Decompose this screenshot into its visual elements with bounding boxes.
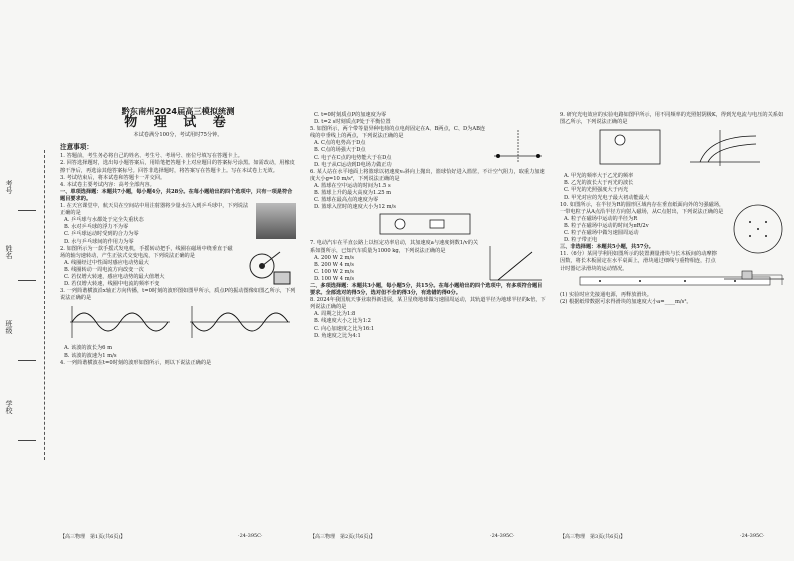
question-stem: 10. 如图所示，在半径为R的圆形区域内存在垂直纸面向外的匀强磁场，一带电粒子从A点沿半径方向射入磁场，从C点射出，下列说法正确的是 xyxy=(560,201,725,215)
option: B. 200 W 4 m/s xyxy=(314,261,354,268)
block-icon xyxy=(742,271,752,279)
binding-school-label: 学校 xyxy=(5,400,13,414)
photoelectric-figure xyxy=(560,126,788,170)
binding-class-label: 班级 xyxy=(5,320,13,334)
option: C. 甲光的光照强度大于丙光 xyxy=(564,187,629,194)
current-curve xyxy=(700,136,756,162)
option: B. 粒子在磁场中运动的时间为πR/2v xyxy=(564,222,649,229)
exam-title: 黔东南州2024届高三模拟统测 xyxy=(121,106,235,116)
question-stem: 1. 在天宫课堂中，航天员在空间站中用注射器将少量水注入到乒乓球中，下列说法正确的是 xyxy=(60,203,249,217)
graph-figure xyxy=(484,244,544,284)
field-dot xyxy=(757,228,759,230)
column-page-1 xyxy=(60,80,296,367)
wave-figures xyxy=(60,302,296,342)
tape-dot xyxy=(684,280,686,282)
option: C. 若仅增大转速，感应电动势的最大值增大 xyxy=(64,273,165,280)
option: C. 篮球在最高点的速度为零 xyxy=(314,197,379,204)
page-footer-right: ·24-395C· xyxy=(490,533,515,539)
tape-dot xyxy=(639,280,641,282)
current-curve xyxy=(708,144,756,162)
field-dot xyxy=(749,235,751,237)
meter-icon xyxy=(395,219,405,229)
generator-figure xyxy=(240,246,294,290)
question-stem: 9. 研究光电效应的实验电路如图甲所示，用不同频率的光照射阴极K，得到光电流与电压的关系如图乙所示，下列说法正确的是 xyxy=(560,112,784,126)
tape-dot xyxy=(599,280,601,282)
option: A. 200 W 2 m/s xyxy=(314,254,354,261)
option: C. t=0时刻质点P的加速度为零 xyxy=(314,112,387,118)
page-footer-right: ·24-395C· xyxy=(740,533,765,539)
field-dot xyxy=(749,221,751,223)
generator-body xyxy=(274,272,290,284)
option: D. 粒子带正电 xyxy=(564,237,598,244)
page-footer-right: ·24-395C· xyxy=(238,533,263,539)
circuit-loop xyxy=(380,214,470,234)
option: C. 向心加速度之比为16:1 xyxy=(314,325,375,332)
exam-info: 本试卷满分100分，考试用时75分钟。 xyxy=(133,132,223,139)
option: C. 乒乓球运动时受到的合力为零 xyxy=(64,231,139,238)
notice-item: 2. 回答选择题时，选出每小题答案后，用铅笔把答题卡上对应题目的答案标号涂黑。如需改动，用橡皮擦干净后，再选涂其他答案标号。回答非选择题时，将答案写在答题卡上。写在本试卷上无效。 xyxy=(60,160,295,174)
question-stem: 3. 一列简谐横波沿x轴正方向传播，t=0时刻的波形图如图甲所示，质点P的振动图像如图乙所示，下列说法正确的是 xyxy=(60,288,296,302)
question-stem: 5. 如图所示，两个带等量异种电荷的点电荷固定在A、B两点，C、D为AB连线的中垂线上的两点，下列说法正确的是 xyxy=(310,126,486,140)
section-heading: 三、非选择题：本题共5小题，共57分。 xyxy=(560,244,654,251)
charges-figure xyxy=(490,126,546,166)
cut-line xyxy=(44,150,45,460)
option: B. 线速度大小之比为1:2 xyxy=(314,318,371,325)
option: D. 电子从C运动到D电场力做正功 xyxy=(314,161,392,168)
charge-b xyxy=(536,154,540,158)
option: B. 水对乒乓球的浮力不为零 xyxy=(64,224,129,231)
binding-line xyxy=(18,440,36,441)
option: D. 若仅增大转速，线圈中电流的频率不变 xyxy=(64,281,160,288)
question-stem: 6. 某人站在水平地面上将篮球以初速度v₀斜向上抛出，篮球恰好进入篮筐，不计空气阻力，取重力加速度大小g=10 m/s²，下列说法正确的是 xyxy=(310,168,545,182)
exam-subject: 物 理 试 卷 xyxy=(124,115,232,131)
field-dot xyxy=(765,221,767,223)
option: C. 电子在C点的电势能大于在D点 xyxy=(314,154,392,161)
sub-question: (2) 根据纸带数据可求得滑块的加速度大小a=____m/s²。 xyxy=(560,298,692,305)
option: B. 该波的波速为1 m/s xyxy=(64,352,117,359)
option: A. 线圈经过中性面时感应电动势最大 xyxy=(64,259,149,266)
resistor-icon xyxy=(430,220,444,228)
option: A. 该波的波长为6 m xyxy=(64,345,113,352)
column-page-2 xyxy=(310,112,546,340)
option: B. C点的场强大于D点 xyxy=(314,147,366,154)
option: B. 乙光的波长大于丙光的波长 xyxy=(564,180,634,187)
page-footer-left: 【高三物理 第3页(共6页)】 xyxy=(560,534,626,540)
option: A. C点的电势高于D点 xyxy=(314,140,366,147)
magnetic-field-figure xyxy=(730,202,786,256)
question-stem: 7. 电动汽车在平直公路上以恒定功率启动，其加速度a与速度倒数1/v的关系如图所示，已知汽车质量为1000 kg，下列说法正确的是 xyxy=(310,240,479,254)
question-stem: 4. 一列简谐横波在t=0时刻的波形如图所示，则以下说法正确的是 xyxy=(60,359,212,366)
question-stem: 8. 2024年我国航天事业取得新进展，某卫星绕地球做匀速圆周运动，其轨道半径为地球半径的k倍，下列说法正确的是 xyxy=(310,297,546,311)
notice-item: 3. 考试结束后，将本试卷和答题卡一并交回。 xyxy=(60,174,166,181)
photo-figure xyxy=(256,203,296,239)
circuit-figure xyxy=(310,211,546,237)
circuit-loop xyxy=(600,130,660,164)
option: B. 篮球上升的最大高度为1.25 m xyxy=(314,190,392,197)
charge-a xyxy=(496,154,500,158)
graph-line xyxy=(498,252,532,280)
sub-question: (1) 实验时应先接通电源，再释放滑块。 xyxy=(560,291,652,298)
page-footer-left: 【高三物理 第1页(共6页)】 xyxy=(60,534,126,540)
option: C. 粒子在磁场中做匀速圆周运动 xyxy=(564,230,639,237)
option: B. 线圈转动一周电流方向改变一次 xyxy=(64,266,144,273)
option: A. 粒子在磁场中运动的半径为R xyxy=(564,215,638,222)
binding-line xyxy=(18,210,36,211)
incline-figure xyxy=(720,251,788,287)
notice-item: 1. 答题前，考生务必将自己的姓名、考生号、考场号、座位号填写在答题卡上。 xyxy=(60,153,243,160)
binding-line xyxy=(18,280,36,281)
option: A. 乒乓球与水都处于完全失重状态 xyxy=(64,217,144,224)
section-heading: 一、单项选择题：本题共7小题，每小题4分，共28分。在每小题给出的四个选项中，只有一项是符合题目要求的。 xyxy=(60,188,293,202)
notice-item: 4. 本试卷主要考试内容：高考全部内容。 xyxy=(60,181,155,188)
binding-line xyxy=(18,360,36,361)
question-stem: 2. 如图所示为一款手摇式发电机，手摇转动把手，线圈在磁场中绕垂直于磁场的轴匀速转动，产生正弦式交变电流，下列说法正确的是 xyxy=(60,245,233,259)
option: D. 篮球入筐时的速度大小为12 m/s xyxy=(314,204,396,211)
option: A. 甲光的频率大于乙光的频率 xyxy=(564,173,634,180)
column-page-3 xyxy=(560,112,788,306)
section-heading: 二、多项选择题：本题共3小题，每小题5分，共15分。在每小题给出的四个选项中，有多项符合题目要求。全部选对的得5分，选对但不全的得3分，有选错的得0分。 xyxy=(310,282,543,297)
option: D. t=2 s时刻质点P处于平衡位置 xyxy=(314,119,391,126)
option: D. 角速度之比为4:1 xyxy=(314,332,361,339)
option: D. 水与乒乓球间的作用力为零 xyxy=(64,238,134,245)
notice-heading: 注意事项： xyxy=(60,143,93,152)
binding-exam-no-label: 考号 xyxy=(5,180,13,194)
question-stem: 11.（6分）某同学利用如图所示的装置测量滑块与长木板间的动摩擦因数，将长木板固定在水平桌面上，滑块通过细线与重物相连，打点计时器记录滑块的运动情况。 xyxy=(560,251,717,272)
option: A. 周期之比为1:8 xyxy=(314,311,356,318)
binding-name-label: 姓名 xyxy=(5,245,13,259)
field-dot xyxy=(765,235,767,237)
option: A. 篮球在空中运动的时间为1.5 s xyxy=(314,182,391,189)
phototube-icon xyxy=(615,135,625,145)
option: C. 100 W 2 m/s xyxy=(314,268,354,275)
page-footer-left: 【高三物理 第2页(共6页)】 xyxy=(310,534,376,540)
option: D. 100 W 4 m/s xyxy=(314,275,355,282)
option: D. 甲光对应的光电子最大初动能最大 xyxy=(564,194,650,201)
binding-strip xyxy=(0,150,58,460)
